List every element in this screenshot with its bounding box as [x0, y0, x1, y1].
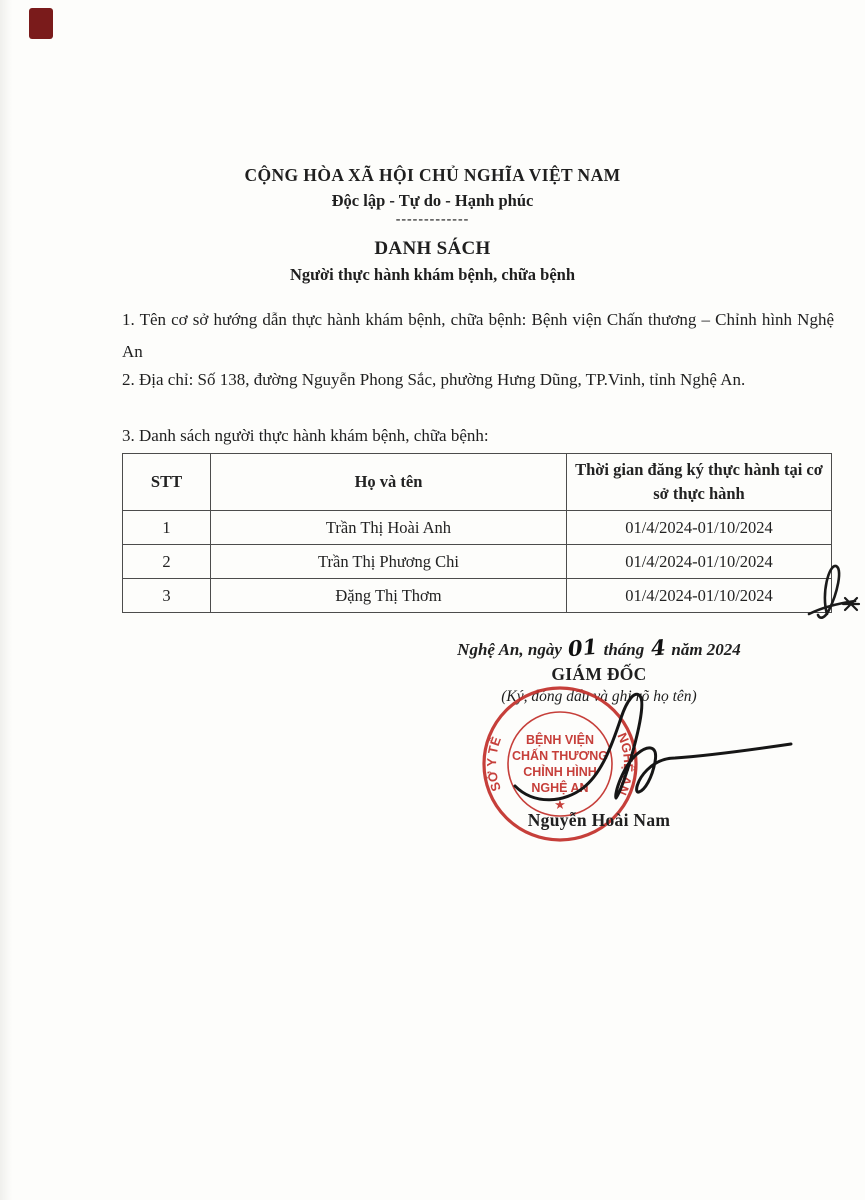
document-header	[0, 164, 865, 286]
cell-period: 01/4/2024-01/10/2024	[567, 511, 832, 545]
paragraph-facility: 1. Tên cơ sở hướng dẫn thực hành khám bệnh, chữa bệnh: Bệnh viện Chấn thương – Chỉnh hình Nghệ An	[122, 310, 834, 361]
header-period: Thời gian đăng ký thực hành tại cơ sở thực hành	[567, 454, 832, 511]
red-annotation-square	[29, 8, 53, 39]
signer-name: Nguyễn Hoài Nam	[527, 810, 671, 830]
table-header-row	[123, 454, 832, 511]
cell-stt: 3	[123, 579, 211, 613]
sign-instruction: (Ký, đóng dấu và ghi rõ họ tên)	[501, 688, 697, 705]
stamp-line-1: BỆNH VIỆN	[525, 733, 595, 747]
national-title: CỘNG HÒA XÃ HỘI CHỦ NGHĨA VIỆT NAM	[244, 165, 621, 185]
place-date-prefix: Nghệ An, ngày	[457, 640, 562, 659]
cell-name: Trần Thị Hoài Anh	[211, 511, 567, 545]
header-stt: STT	[123, 454, 211, 511]
cell-stt: 2	[123, 545, 211, 579]
table-row	[123, 579, 832, 613]
year-label: năm 2024	[671, 640, 741, 659]
stamp-line-2: CHẤN THƯƠNG	[511, 749, 609, 763]
stamp-outer-left-text: SỞ Y TẾ	[484, 734, 505, 794]
handwritten-month: 4	[649, 634, 667, 661]
table-row	[123, 545, 832, 579]
cell-period: 01/4/2024-01/10/2024	[567, 545, 832, 579]
header-divider: -------------	[395, 212, 470, 227]
place-date-line	[436, 633, 762, 662]
cell-name: Trần Thị Phương Chi	[211, 545, 567, 579]
national-motto: Độc lập - Tự do - Hạnh phúc	[331, 191, 534, 210]
document-title: DANH SÁCH	[374, 238, 491, 259]
cell-name: Đặng Thị Thơm	[211, 579, 567, 613]
director-title: GIÁM ĐỐC	[551, 664, 647, 684]
cell-stt: 1	[123, 511, 211, 545]
table-row	[123, 511, 832, 545]
handwritten-paraph-mark	[803, 556, 865, 628]
cell-period: 01/4/2024-01/10/2024	[567, 579, 832, 613]
paragraph-list-intro: 3. Danh sách người thực hành khám bệnh, chữa bệnh:	[122, 426, 489, 445]
stamp-outer-right-text: NGHỆ AN	[614, 730, 637, 798]
header-name: Họ và tên	[211, 454, 567, 511]
stamp-star-icon: ★	[554, 797, 566, 812]
stamp-line-4: NGHỆ AN	[531, 781, 589, 795]
month-label: tháng	[603, 640, 645, 659]
stamp-line-3: CHỈNH HÌNH	[523, 765, 597, 779]
document-subtitle: Người thực hành khám bệnh, chữa bệnh	[289, 265, 576, 284]
paragraph-address: 2. Địa chỉ: Số 138, đường Nguyễn Phong Sắc, phường Hưng Dũng, TP.Vinh, tỉnh Nghệ An.	[122, 370, 746, 389]
practitioners-table	[122, 453, 832, 613]
director-signature-ink	[495, 686, 797, 818]
handwritten-day: 01	[567, 633, 599, 662]
